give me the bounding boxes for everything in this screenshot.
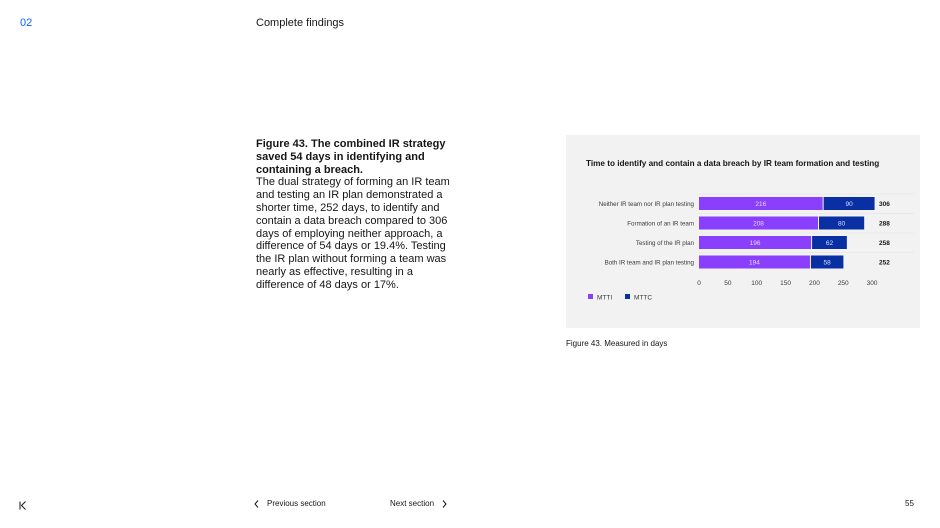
chart-panel: [566, 135, 920, 328]
chart-svg: [566, 135, 920, 328]
legend-swatch-mttc: [625, 294, 630, 299]
total-value-label: 288: [879, 220, 890, 228]
mtti-value-label: 194: [749, 259, 760, 267]
category-label: Formation of an IR team: [627, 220, 694, 228]
legend-label-mttc: MTTC: [634, 294, 653, 302]
section-number: 02: [20, 17, 33, 29]
skip-to-start-icon: [19, 501, 27, 510]
category-label: Both IR team and IR plan testing: [604, 259, 694, 267]
legend-swatch-mtti: [588, 294, 593, 299]
x-tick-label: 300: [866, 280, 878, 287]
total-value-label: 258: [879, 240, 890, 247]
mtti-value-label: 208: [753, 220, 764, 228]
x-tick-label: 50: [724, 280, 732, 287]
x-tick-label: 100: [751, 280, 763, 287]
chart-title: Time to identify and contain a data breach by IR team formation and testing: [586, 159, 880, 168]
x-tick-label: 0: [697, 280, 701, 287]
previous-section-label: Previous section: [267, 499, 326, 508]
figure-heading: Figure 43. The combined IR strategy saved 54 days in identifying and containing a breach.: [256, 138, 446, 176]
legend-label-mtti: MTTI: [597, 294, 613, 302]
mttc-value-label: 90: [845, 201, 853, 208]
section-title: Complete findings: [256, 17, 345, 29]
text-block: [256, 138, 456, 292]
figure-body: The dual strategy of forming an IR team and testing an IR plan demonstrated a shorter time, 252 days, to identify and contain a data breach compared to 306 days of employing neither approach, a difference of 54 days or 19.4%. Testing the IR plan without forming a team was nearly as effective, resulting in a difference of 48 days or 17%.: [256, 176, 450, 291]
mtti-value-label: 196: [749, 240, 761, 247]
page-number: 55: [905, 499, 914, 508]
chevron-right-icon: [442, 500, 447, 508]
figure-caption: Figure 43. Measured in days: [566, 339, 668, 348]
x-tick-label: 250: [837, 280, 849, 287]
mttc-value-label: 80: [837, 220, 846, 228]
mtti-value-label: 216: [755, 201, 767, 208]
category-label: Testing of the IR plan: [635, 240, 694, 247]
next-section-label: Next section: [390, 499, 435, 508]
category-label: Neither IR team nor IR plan testing: [598, 201, 694, 208]
x-tick-label: 150: [780, 280, 791, 287]
first-page-button[interactable]: [18, 499, 28, 511]
total-value-label: 252: [879, 259, 890, 267]
previous-section-link[interactable]: [254, 499, 326, 508]
mttc-value-label: 58: [823, 259, 831, 267]
next-section-link[interactable]: [390, 499, 447, 508]
chevron-left-icon: [254, 500, 259, 508]
total-value-label: 306: [879, 201, 890, 208]
x-tick-label: 200: [808, 280, 820, 287]
mttc-value-label: 62: [825, 240, 834, 247]
